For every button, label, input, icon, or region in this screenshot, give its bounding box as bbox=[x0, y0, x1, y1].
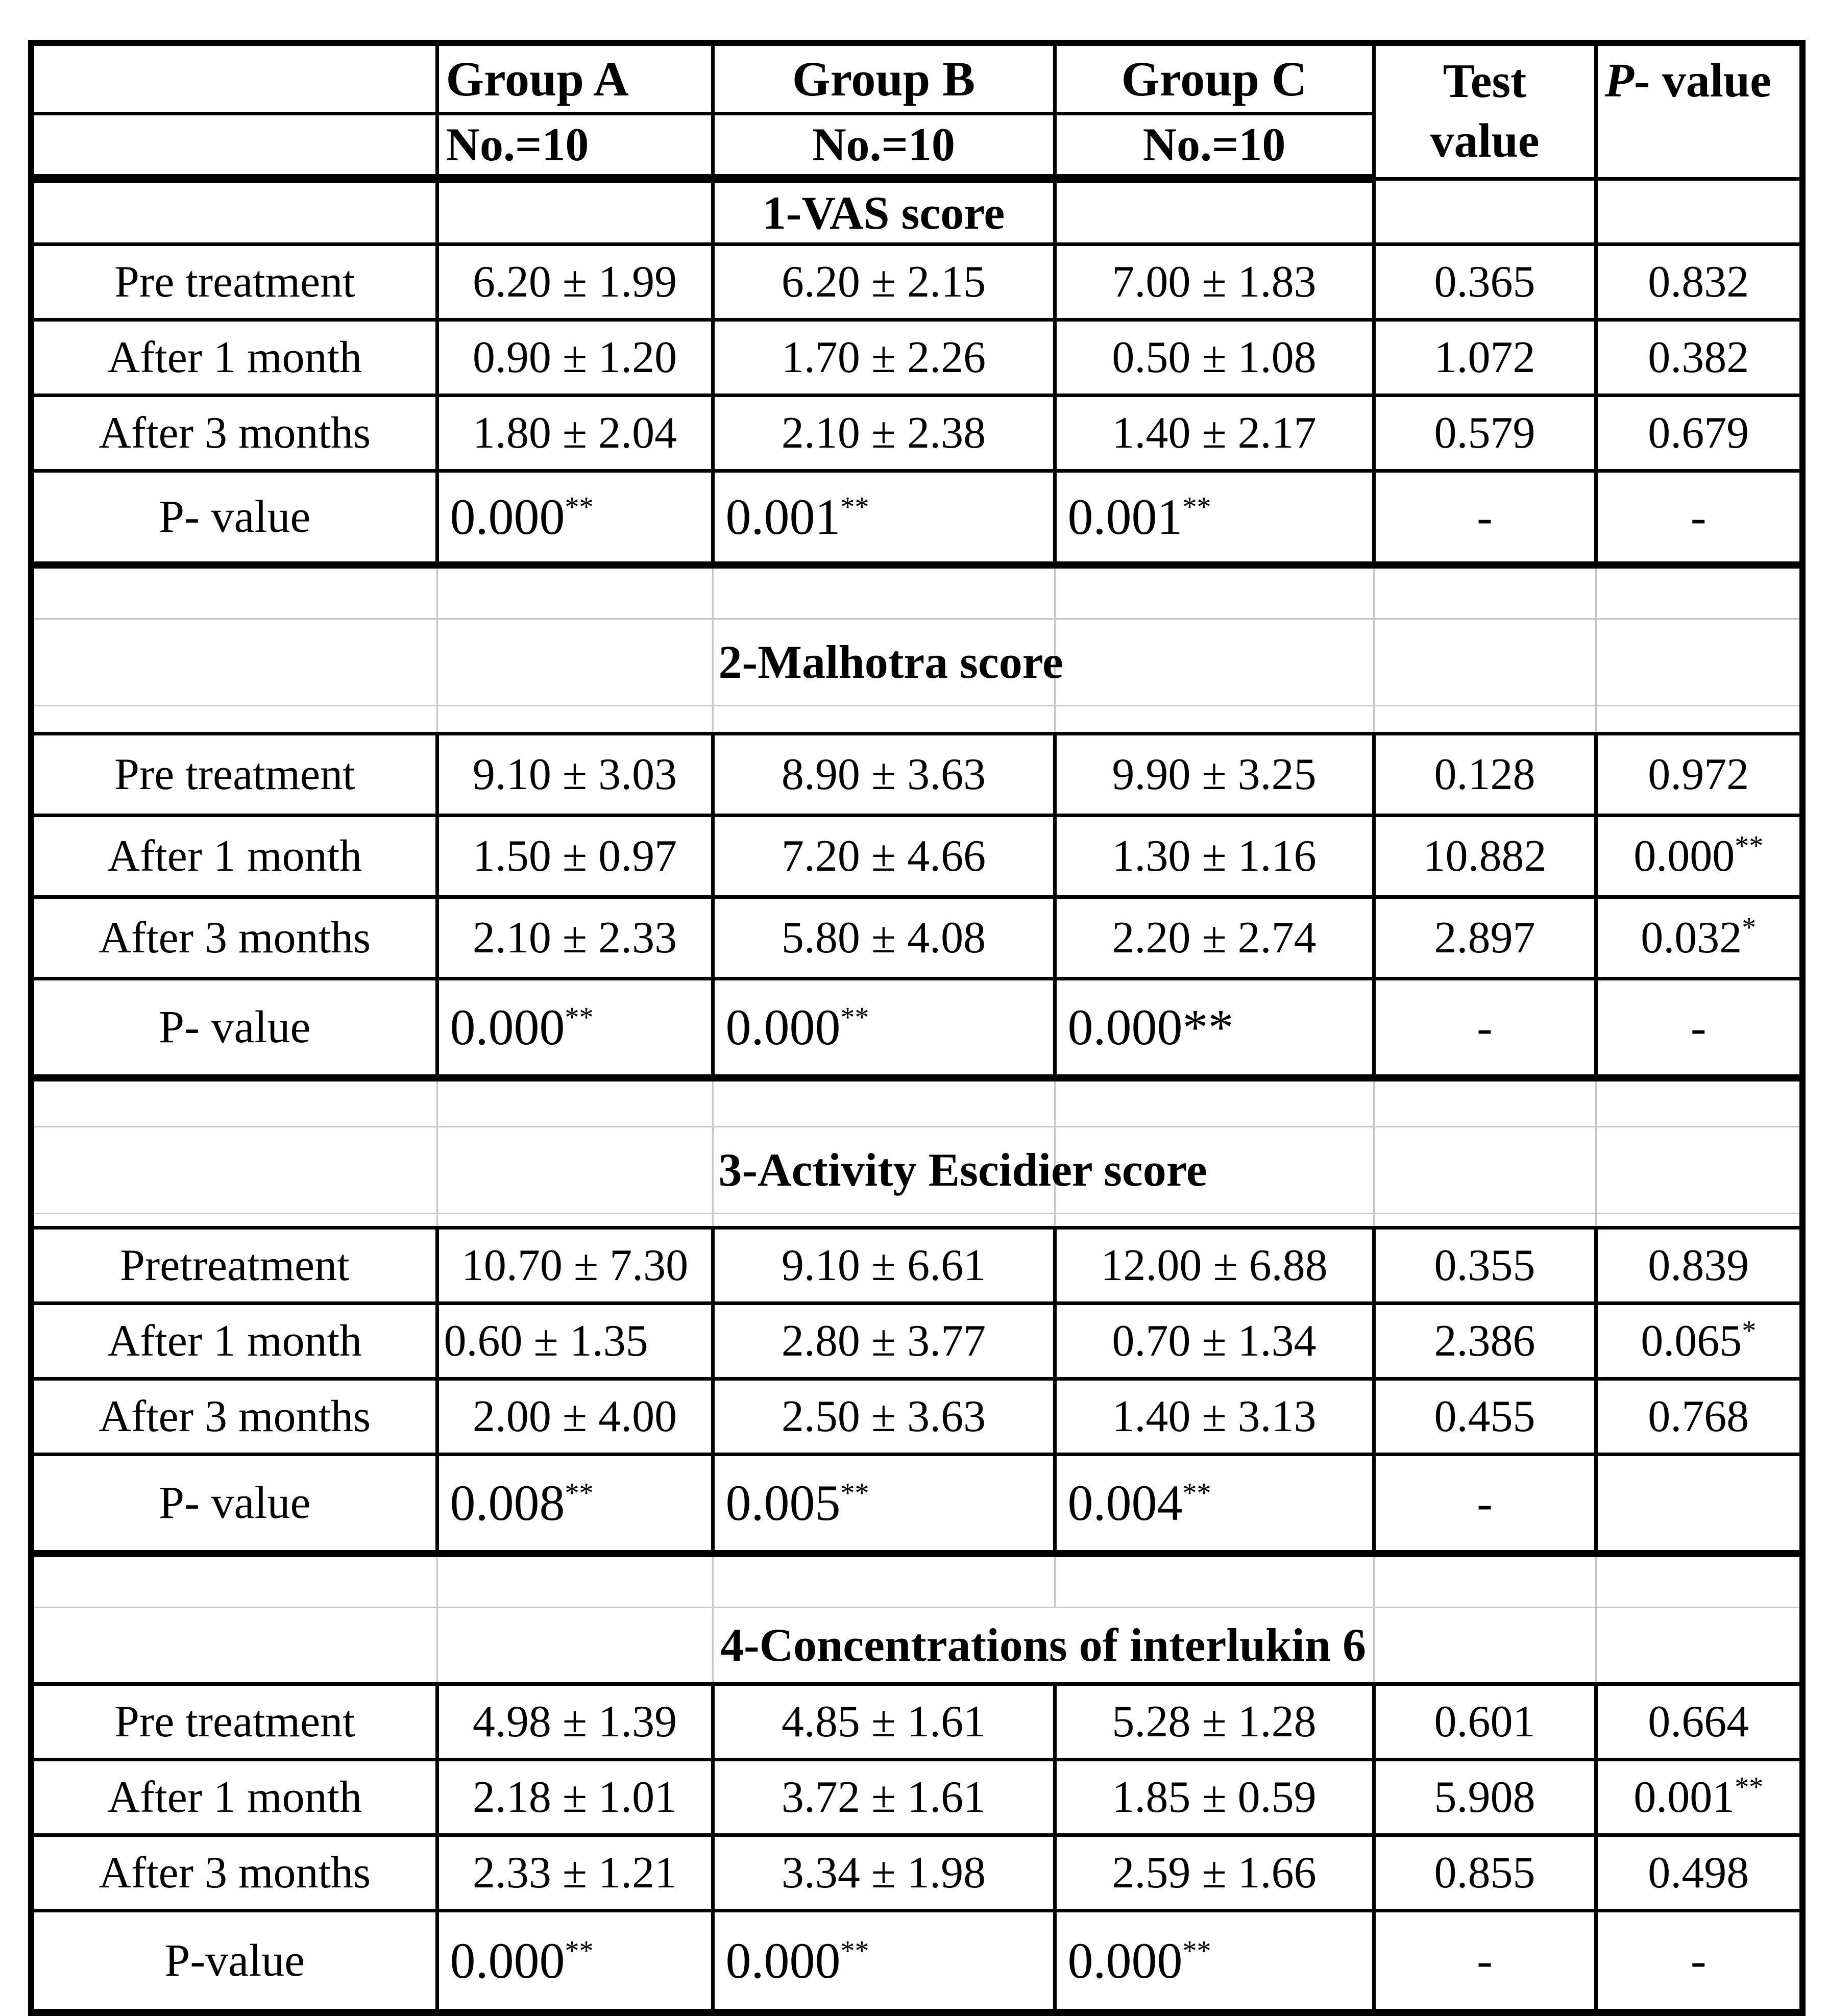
value-cell: 4.98 ± 1.39 bbox=[437, 1684, 713, 1759]
value-cell: 9.10 ± 6.61 bbox=[713, 1227, 1055, 1303]
table-row bbox=[31, 1227, 1802, 1303]
group-p-value-cell bbox=[1055, 1454, 1374, 1554]
value-cell: 7.00 ± 1.83 bbox=[1055, 244, 1374, 319]
empty-cell bbox=[1374, 1126, 1596, 1213]
value-cell: 2.33 ± 1.21 bbox=[437, 1835, 713, 1910]
group-p-value-cell bbox=[713, 1910, 1055, 2012]
empty-cell bbox=[31, 179, 437, 244]
test-value-cell: - bbox=[1374, 978, 1596, 1078]
group-p-value-cell bbox=[713, 471, 1055, 565]
empty-cell bbox=[31, 1126, 437, 1213]
p-header-rest: - value bbox=[1634, 54, 1771, 107]
significance-marker: ** bbox=[565, 1477, 594, 1509]
cell-value: 0.001 bbox=[1067, 488, 1183, 546]
value-cell: 3.72 ± 1.61 bbox=[713, 1759, 1055, 1835]
p-value-cell bbox=[1596, 897, 1802, 978]
value-cell: 9.10 ± 3.03 bbox=[437, 733, 713, 815]
value-cell: 3.34 ± 1.98 bbox=[713, 1835, 1055, 1910]
empty-cell bbox=[437, 619, 713, 705]
value-cell: 2.10 ± 2.38 bbox=[713, 395, 1055, 471]
table-row bbox=[31, 244, 1802, 319]
group-p-value-cell bbox=[437, 978, 713, 1078]
empty-cell bbox=[1374, 1607, 1596, 1684]
group-p-value-cell bbox=[713, 1454, 1055, 1554]
p-value-cell: - bbox=[1596, 978, 1802, 1078]
empty-cell bbox=[1596, 179, 1802, 244]
cell-value: 0.000 bbox=[725, 1932, 841, 1989]
value-cell: 0.90 ± 1.20 bbox=[437, 319, 713, 395]
spacer-row bbox=[31, 1554, 1802, 1607]
significance-marker: ** bbox=[840, 491, 869, 523]
significance-marker: ** bbox=[1182, 1477, 1211, 1509]
value-cell: 2.20 ± 2.74 bbox=[1055, 897, 1374, 978]
value-cell: 0.70 ± 1.34 bbox=[1055, 1303, 1374, 1379]
value-cell: 5.80 ± 4.08 bbox=[713, 897, 1055, 978]
cell-value: 0.000 bbox=[725, 999, 841, 1056]
table-row bbox=[31, 897, 1802, 978]
value-cell: 1.30 ± 1.16 bbox=[1055, 815, 1374, 897]
significance-marker: ** bbox=[565, 491, 594, 523]
table-body bbox=[31, 179, 1802, 2012]
value-cell: 2.10 ± 2.33 bbox=[437, 897, 713, 978]
value-cell: 2.50 ± 3.63 bbox=[713, 1379, 1055, 1454]
empty-cell bbox=[437, 1607, 713, 1684]
p-value-row bbox=[31, 1454, 1802, 1554]
empty-cell bbox=[1055, 619, 1374, 705]
group-p-value-cell: 0.000** bbox=[1055, 978, 1374, 1078]
test-value-cell: 0.455 bbox=[1374, 1379, 1596, 1454]
spacer-cell bbox=[437, 1213, 713, 1227]
p-value-row bbox=[31, 978, 1802, 1078]
test-value-cell: - bbox=[1374, 1910, 1596, 2012]
significance-marker: ** bbox=[1182, 1935, 1211, 1967]
p-value-row bbox=[31, 471, 1802, 565]
spacer-cell bbox=[713, 1078, 1055, 1126]
significance-marker: ** bbox=[1735, 1771, 1764, 1803]
row-label: Pre treatment bbox=[31, 1684, 437, 1759]
value-cell: 12.00 ± 6.88 bbox=[1055, 1227, 1374, 1303]
p-value-cell: 0.679 bbox=[1596, 395, 1802, 471]
value-cell: 2.80 ± 3.77 bbox=[713, 1303, 1055, 1379]
table-row bbox=[31, 319, 1802, 395]
cell-value: 0.001 bbox=[725, 488, 841, 546]
row-label: P- value bbox=[31, 471, 437, 565]
section-title: 1-VAS score bbox=[713, 179, 1055, 244]
spacer-cell bbox=[437, 705, 713, 733]
value-cell: 5.28 ± 1.28 bbox=[1055, 1684, 1374, 1759]
spacer-cell bbox=[31, 1554, 437, 1607]
section-title: 3-Activity Escidier score bbox=[713, 1126, 1055, 1213]
spacer-cell bbox=[1055, 1078, 1374, 1126]
row-label: After 3 months bbox=[31, 395, 437, 471]
spacer-row bbox=[31, 1078, 1802, 1126]
spacer-cell bbox=[1374, 1078, 1596, 1126]
header-row-1 bbox=[31, 43, 1802, 113]
section-title-row bbox=[31, 1607, 1802, 1684]
row-label: P- value bbox=[31, 978, 437, 1078]
value-cell: 1.80 ± 2.04 bbox=[437, 395, 713, 471]
table-row bbox=[31, 733, 1802, 815]
value-cell: 1.40 ± 3.13 bbox=[1055, 1379, 1374, 1454]
table-row bbox=[31, 1303, 1802, 1379]
table-row bbox=[31, 1684, 1802, 1759]
empty-cell bbox=[1374, 179, 1596, 244]
value-cell: 7.20 ± 4.66 bbox=[713, 815, 1055, 897]
test-header-line1: Test bbox=[1443, 54, 1527, 108]
row-label: After 3 months bbox=[31, 897, 437, 978]
cell-value: 0.065 bbox=[1641, 1316, 1742, 1366]
group-b-count: No.=10 bbox=[713, 113, 1055, 179]
significance-marker: ** bbox=[840, 1477, 869, 1509]
group-p-value-cell bbox=[1055, 471, 1374, 565]
test-value-cell: 1.072 bbox=[1374, 319, 1596, 395]
spacer-cell bbox=[713, 1554, 1055, 1607]
value-cell: 8.90 ± 3.63 bbox=[713, 733, 1055, 815]
p-value-cell: 0.972 bbox=[1596, 733, 1802, 815]
value-cell: 4.85 ± 1.61 bbox=[713, 1684, 1055, 1759]
empty-cell bbox=[437, 1126, 713, 1213]
row-label: P-value bbox=[31, 1910, 437, 2012]
test-value-cell: 0.355 bbox=[1374, 1227, 1596, 1303]
p-value-cell: - bbox=[1596, 471, 1802, 565]
value-cell: 1.50 ± 0.97 bbox=[437, 815, 713, 897]
table-row bbox=[31, 1835, 1802, 1910]
test-header-line2: value bbox=[1430, 114, 1540, 168]
value-cell: 2.00 ± 4.00 bbox=[437, 1379, 713, 1454]
table-row bbox=[31, 815, 1802, 897]
group-a-count: No.=10 bbox=[437, 113, 713, 179]
p-value-cell: 0.832 bbox=[1596, 244, 1802, 319]
row-label: After 3 months bbox=[31, 1379, 437, 1454]
spacer-cell bbox=[1596, 1213, 1802, 1227]
value-cell: 1.40 ± 2.17 bbox=[1055, 395, 1374, 471]
significance-marker: * bbox=[1742, 1315, 1757, 1347]
spacer-row bbox=[31, 1213, 1802, 1227]
empty-cell bbox=[1055, 179, 1374, 244]
column-header-group-b: Group B bbox=[713, 43, 1055, 113]
row-label: Pretreatment bbox=[31, 1227, 437, 1303]
p-value-cell: - bbox=[1596, 1910, 1802, 2012]
cell-value: 0.000 bbox=[450, 488, 565, 546]
cell-value: 0.000 bbox=[450, 1932, 565, 1989]
value-cell: 2.18 ± 1.01 bbox=[437, 1759, 713, 1835]
row-label: Pre treatment bbox=[31, 733, 437, 815]
spacer-cell bbox=[1055, 1213, 1374, 1227]
p-value-cell: 0.664 bbox=[1596, 1684, 1802, 1759]
spacer-cell bbox=[1596, 565, 1802, 619]
significance-marker: ** bbox=[840, 1001, 869, 1034]
spacer-cell bbox=[1055, 1554, 1374, 1607]
test-value-cell: 10.882 bbox=[1374, 815, 1596, 897]
p-value-cell bbox=[1596, 1759, 1802, 1835]
significance-marker: * bbox=[1742, 912, 1757, 944]
section-title: 2-Malhotra score bbox=[713, 619, 1055, 705]
empty-cell bbox=[1596, 619, 1802, 705]
corner-cell bbox=[31, 43, 437, 113]
group-p-value-cell bbox=[437, 1910, 713, 2012]
spacer-cell bbox=[31, 1213, 437, 1227]
significance-marker: ** bbox=[1182, 491, 1211, 523]
spacer-cell bbox=[1374, 565, 1596, 619]
value-cell: 6.20 ± 2.15 bbox=[713, 244, 1055, 319]
test-value-cell: 2.386 bbox=[1374, 1303, 1596, 1379]
results-table-container bbox=[28, 40, 1806, 2016]
spacer-cell bbox=[713, 705, 1055, 733]
test-value-cell: 0.128 bbox=[1374, 733, 1596, 815]
table-row bbox=[31, 395, 1802, 471]
value-cell bbox=[437, 1303, 713, 1379]
significance-marker: ** bbox=[565, 1001, 594, 1034]
p-value-cell: 0.839 bbox=[1596, 1227, 1802, 1303]
value-cell: 10.70 ± 7.30 bbox=[437, 1227, 713, 1303]
spacer-cell bbox=[1055, 565, 1374, 619]
cell-value: 0.001 bbox=[1634, 1772, 1735, 1822]
spacer-cell bbox=[437, 565, 713, 619]
spacer-row bbox=[31, 705, 1802, 733]
value-cell: 1.85 ± 0.59 bbox=[1055, 1759, 1374, 1835]
row-label: Pre treatment bbox=[31, 244, 437, 319]
section-title-row bbox=[31, 1126, 1802, 1213]
test-value-cell: 0.601 bbox=[1374, 1684, 1596, 1759]
column-header-group-c: Group C bbox=[1055, 43, 1374, 113]
spacer-cell bbox=[713, 1213, 1055, 1227]
value-cell: 1.70 ± 2.26 bbox=[713, 319, 1055, 395]
spacer-cell bbox=[1374, 1213, 1596, 1227]
spacer-cell bbox=[1596, 1554, 1802, 1607]
spacer-cell bbox=[31, 565, 437, 619]
row-label: After 1 month bbox=[31, 1303, 437, 1379]
p-value-cell bbox=[1596, 1303, 1802, 1379]
test-value-cell: 0.365 bbox=[1374, 244, 1596, 319]
cell-value: 0.60 ± 1.35 bbox=[444, 1316, 648, 1366]
column-header-test-value bbox=[1374, 43, 1596, 179]
p-value-cell bbox=[1596, 815, 1802, 897]
cell-value: 0.005 bbox=[725, 1474, 841, 1532]
p-value-cell: 0.768 bbox=[1596, 1379, 1802, 1454]
spacer-cell bbox=[1596, 1078, 1802, 1126]
p-value-cell: 0.382 bbox=[1596, 319, 1802, 395]
spacer-cell bbox=[1596, 705, 1802, 733]
test-value-cell: - bbox=[1374, 471, 1596, 565]
column-header-p-value bbox=[1596, 43, 1802, 179]
group-p-value-cell bbox=[1055, 1910, 1374, 2012]
cell-value: 0.004 bbox=[1067, 1474, 1183, 1532]
p-header-italic: P bbox=[1604, 54, 1634, 107]
table-row bbox=[31, 1759, 1802, 1835]
spacer-row bbox=[31, 565, 1802, 619]
table-row bbox=[31, 1379, 1802, 1454]
group-p-value-cell bbox=[437, 1454, 713, 1554]
spacer-cell bbox=[31, 705, 437, 733]
group-c-count: No.=10 bbox=[1055, 113, 1374, 179]
value-cell: 6.20 ± 1.99 bbox=[437, 244, 713, 319]
group-p-value-cell bbox=[713, 978, 1055, 1078]
corner-cell bbox=[31, 113, 437, 179]
row-label: P- value bbox=[31, 1454, 437, 1554]
empty-cell bbox=[437, 179, 713, 244]
test-value-cell: - bbox=[1374, 1454, 1596, 1554]
column-header-group-a: Group A bbox=[437, 43, 713, 113]
value-cell: 0.50 ± 1.08 bbox=[1055, 319, 1374, 395]
results-table bbox=[28, 40, 1806, 2016]
spacer-cell bbox=[1374, 1554, 1596, 1607]
test-value-cell: 0.855 bbox=[1374, 1835, 1596, 1910]
test-value-cell: 2.897 bbox=[1374, 897, 1596, 978]
significance-marker: ** bbox=[565, 1935, 594, 1967]
spacer-cell bbox=[1374, 705, 1596, 733]
empty-cell bbox=[1596, 1126, 1802, 1213]
cell-value: 0.000 bbox=[1067, 1932, 1183, 1989]
p-value-row bbox=[31, 1910, 1802, 2012]
row-label: After 3 months bbox=[31, 1835, 437, 1910]
significance-marker: ** bbox=[840, 1935, 869, 1967]
cell-value: 0.000 bbox=[1634, 831, 1735, 881]
p-value-cell: 0.498 bbox=[1596, 1835, 1802, 1910]
significance-marker: ** bbox=[1735, 830, 1764, 862]
p-value-cell bbox=[1596, 1454, 1802, 1554]
row-label: After 1 month bbox=[31, 319, 437, 395]
value-cell: 9.90 ± 3.25 bbox=[1055, 733, 1374, 815]
empty-cell bbox=[1596, 1607, 1802, 1684]
section-title-row bbox=[31, 179, 1802, 244]
value-cell: 2.59 ± 1.66 bbox=[1055, 1835, 1374, 1910]
empty-cell bbox=[1374, 619, 1596, 705]
spacer-cell bbox=[437, 1078, 713, 1126]
spacer-cell bbox=[437, 1554, 713, 1607]
section-title-row bbox=[31, 619, 1802, 705]
test-value-cell: 0.579 bbox=[1374, 395, 1596, 471]
row-label: After 1 month bbox=[31, 1759, 437, 1835]
row-label: After 1 month bbox=[31, 815, 437, 897]
empty-cell bbox=[31, 1607, 437, 1684]
cell-value: 0.008 bbox=[450, 1474, 565, 1532]
spacer-cell bbox=[1055, 705, 1374, 733]
cell-value: 0.032 bbox=[1641, 913, 1742, 963]
cell-value: 0.000 bbox=[450, 999, 565, 1056]
section-title: 4-Concentrations of interlukin 6 bbox=[713, 1607, 1374, 1684]
group-p-value-cell bbox=[437, 471, 713, 565]
test-value-cell: 5.908 bbox=[1374, 1759, 1596, 1835]
spacer-cell bbox=[31, 1078, 437, 1126]
empty-cell bbox=[31, 619, 437, 705]
spacer-cell bbox=[713, 565, 1055, 619]
